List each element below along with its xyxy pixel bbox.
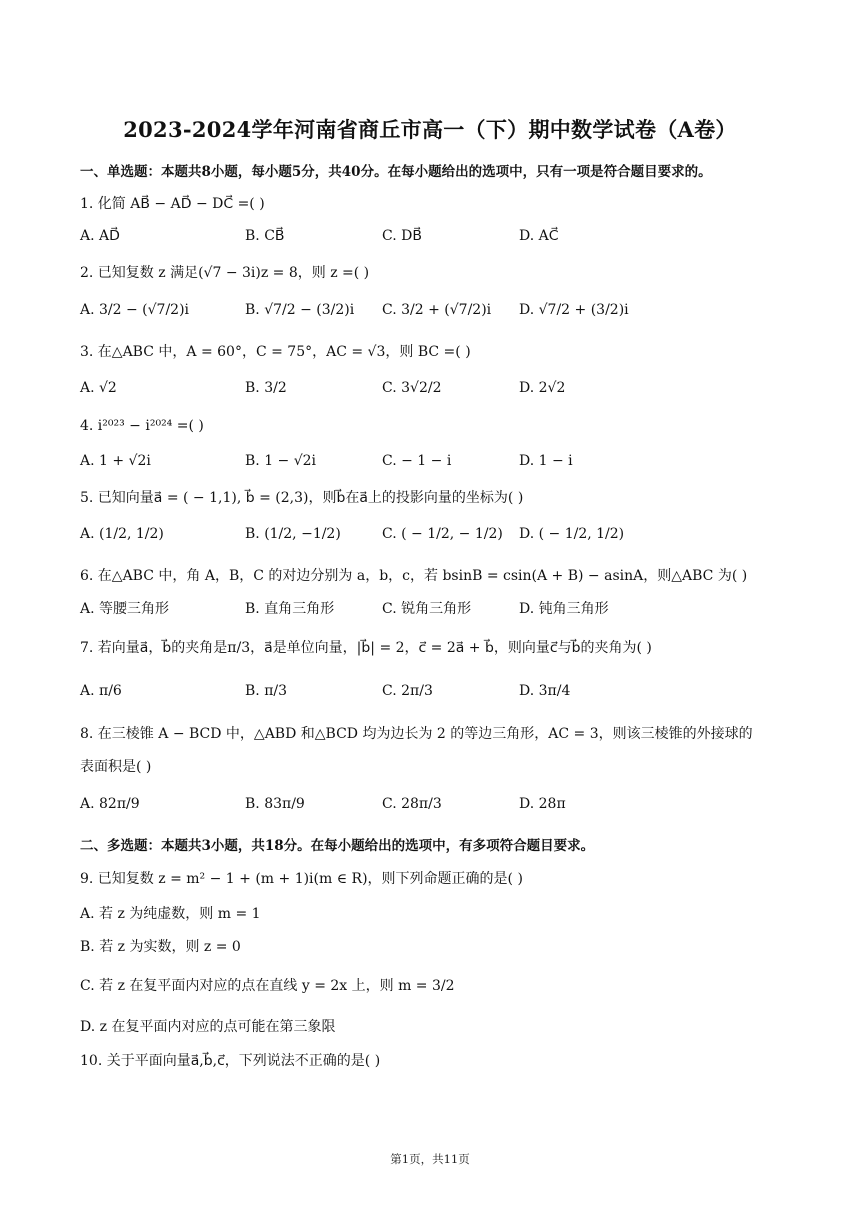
section-multi-choice-header: 二、多选题：本题共3小题，共18分。在每小题给出的选项中，有多项符合题目要求。 [80, 838, 595, 854]
question-1-option-b: B. CB⃗ [245, 228, 285, 244]
question-4-option-c: C. − 1 − i [382, 453, 452, 469]
page-title: 2023-2024学年河南省商丘市高一（下）期中数学试卷（A卷） [123, 117, 737, 142]
question-4-option-d: D. 1 − i [519, 453, 573, 469]
question-2-option-d: D. √7/2 + (3/2)i [519, 302, 629, 318]
question-7-stem: 7. 若向量a⃗，b⃗的夹角是π/3，a⃗是单位向量，|b⃗| = 2，c⃗ = 2a⃗ + b⃗，则向量c⃗与b⃗的夹角为( ) [80, 640, 652, 656]
question-5-option-d: D. ( − 1/2, 1/2) [519, 526, 625, 542]
question-1-option-d: D. AC⃗ [519, 228, 559, 244]
question-2-option-a: A. 3/2 − (√7/2)i [80, 302, 190, 318]
question-3-option-b: B. 3/2 [245, 380, 287, 396]
question-6-option-a: A. 等腰三角形 [80, 601, 170, 617]
question-8-option-d: D. 28π [519, 796, 566, 812]
question-6-option-b: B. 直角三角形 [245, 601, 335, 617]
question-9-option-a: A. 若 z 为纯虚数，则 m = 1 [80, 906, 261, 922]
question-10-stem: 10. 关于平面向量a⃗,b⃗,c⃗，下列说法不正确的是( ) [80, 1053, 381, 1069]
question-5-option-a: A. (1/2, 1/2) [80, 526, 164, 542]
question-7-option-c: C. 2π/3 [382, 683, 433, 699]
question-9-option-c: C. 若 z 在复平面内对应的点在直线 y = 2x 上，则 m = 3/2 [80, 978, 455, 994]
question-2-option-c: C. 3/2 + (√7/2)i [382, 302, 492, 318]
question-4-stem: 4. i²⁰²³ − i²⁰²⁴ =( ) [80, 418, 204, 434]
question-8-stem-continued: 表面积是( ) [80, 759, 152, 775]
question-1-option-c: C. DB⃗ [382, 228, 422, 244]
question-9-option-b: B. 若 z 为实数，则 z = 0 [80, 939, 241, 955]
question-9-stem: 9. 已知复数 z = m² − 1 + (m + 1)i(m ∈ R)，则下列命题正确的是( ) [80, 871, 523, 887]
question-2-option-b: B. √7/2 − (3/2)i [245, 302, 355, 318]
question-8-stem: 8. 在三棱锥 A − BCD 中，△ABD 和△BCD 均为边长为 2 的等边三角形，AC = 3，则该三棱锥的外接球的 [80, 726, 753, 742]
question-6-stem: 6. 在△ABC 中，角 A，B，C 的对边分别为 a，b，c，若 bsinB = csin(A + B) − asinA，则△ABC 为( ) [80, 568, 748, 584]
question-5-stem: 5. 已知向量a⃗ = ( − 1,1), b⃗ = (2,3)，则b⃗在a⃗上的投影向量的坐标为( ) [80, 490, 524, 506]
question-1-stem: 1. 化简 AB⃗ − AD⃗ − DC⃗ =( ) [80, 196, 265, 212]
question-3-option-a: A. √2 [80, 380, 117, 396]
question-9-option-d: D. z 在复平面内对应的点可能在第三象限 [80, 1019, 336, 1035]
question-7-option-a: A. π/6 [80, 683, 122, 699]
question-3-option-d: D. 2√2 [519, 380, 566, 396]
question-3-option-c: C. 3√2/2 [382, 380, 442, 396]
question-5-option-c: C. ( − 1/2, − 1/2) [382, 526, 503, 542]
question-1-option-a: A. AD⃗ [80, 228, 120, 244]
question-8-option-a: A. 82π/9 [80, 796, 140, 812]
question-4-option-b: B. 1 − √2i [245, 453, 317, 469]
question-3-stem: 3. 在△ABC 中，A = 60°，C = 75°，AC = √3，则 BC =( ) [80, 344, 471, 360]
question-8-option-c: C. 28π/3 [382, 796, 442, 812]
question-6-option-d: D. 钝角三角形 [519, 601, 609, 617]
page-footer: 第1页，共11页 [390, 1152, 470, 1166]
section-single-choice-header: 一、单选题：本题共8小题，每小题5分，共40分。在每小题给出的选项中，只有一项是符合题目要求的。 [80, 164, 712, 180]
question-2-stem: 2. 已知复数 z 满足(√7 − 3i)z = 8，则 z =( ) [80, 265, 370, 281]
question-4-option-a: A. 1 + √2i [80, 453, 151, 469]
question-7-option-d: D. 3π/4 [519, 683, 571, 699]
question-7-option-b: B. π/3 [245, 683, 288, 699]
question-8-option-b: B. 83π/9 [245, 796, 305, 812]
question-6-option-c: C. 锐角三角形 [382, 601, 472, 617]
question-5-option-b: B. (1/2, −1/2) [245, 526, 341, 542]
